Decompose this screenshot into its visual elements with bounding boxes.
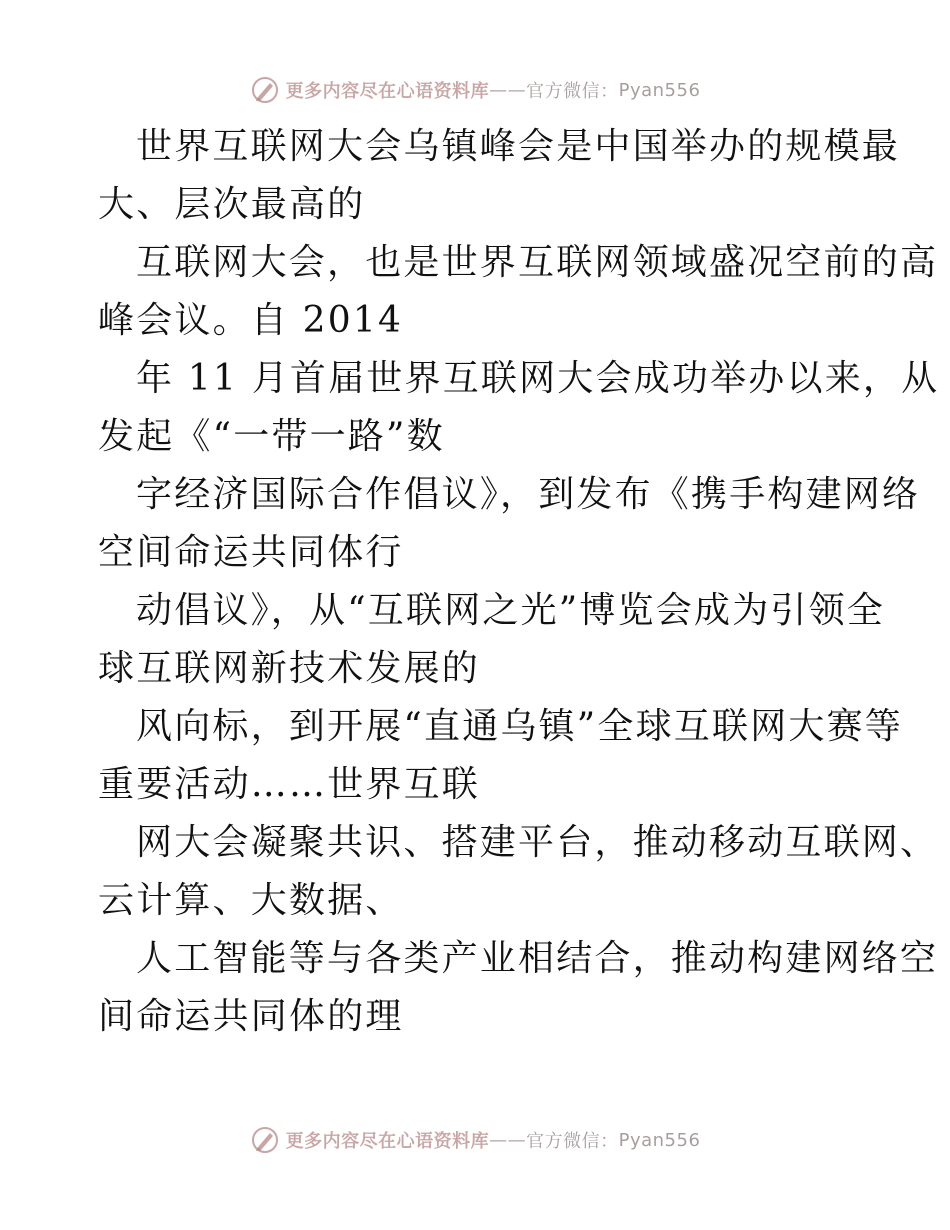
text-line: 人工智能等与各类产业相结合，推动构建网络空 [136,938,939,979]
text-line: 动倡议》，从“互联网之光”博览会成为引领全 [136,590,886,631]
text-line: 字经济国际合作倡议》，到发布《携手构建网络 [136,474,921,515]
text-line: 云计算、大数据、 [98,880,404,921]
text-line: 风向标，到开展“直通乌镇”全球互联网大赛等 [136,706,904,747]
text-line: 发起《“一带一路”数 [98,416,445,457]
watermark-wechat-id: Pyan556 [618,1129,701,1151]
document-body [98,118,940,1046]
text-line: 世界互联网大会乌镇峰会是中国举办的规模最 [136,126,901,167]
pen-logo-icon [250,75,280,105]
watermark-dash: —— [489,1129,527,1151]
header-watermark [0,70,950,110]
text-line: 年 11 月首届世界互联网大会成功举办以来，从 [136,358,940,399]
text-line: 球互联网新技术发展的 [98,648,481,689]
text-line: 空间命运共同体行 [98,532,404,573]
footer-watermark [0,1120,950,1160]
watermark-dash: —— [489,79,527,101]
text-line: 网大会凝聚共识、搭建平台，推动移动互联网、 [136,822,939,863]
text-line: 互联网大会，也是世界互联网领域盛况空前的高 [136,242,939,283]
watermark-wechat-id: Pyan556 [618,79,701,101]
pen-logo-icon [250,1125,280,1155]
watermark-brand: 更多内容尽在心语资料库 [285,81,490,102]
text-line: 峰会议。自 2014 [98,300,404,341]
text-line: 大、层次最高的 [98,184,366,225]
watermark-official-label: 官方微信： [526,81,619,102]
watermark-official-label: 官方微信： [526,1131,619,1152]
text-line: 间命运共同体的理 [98,996,404,1037]
watermark-brand: 更多内容尽在心语资料库 [285,1131,490,1152]
text-line: 重要活动……世界互联 [98,764,481,805]
